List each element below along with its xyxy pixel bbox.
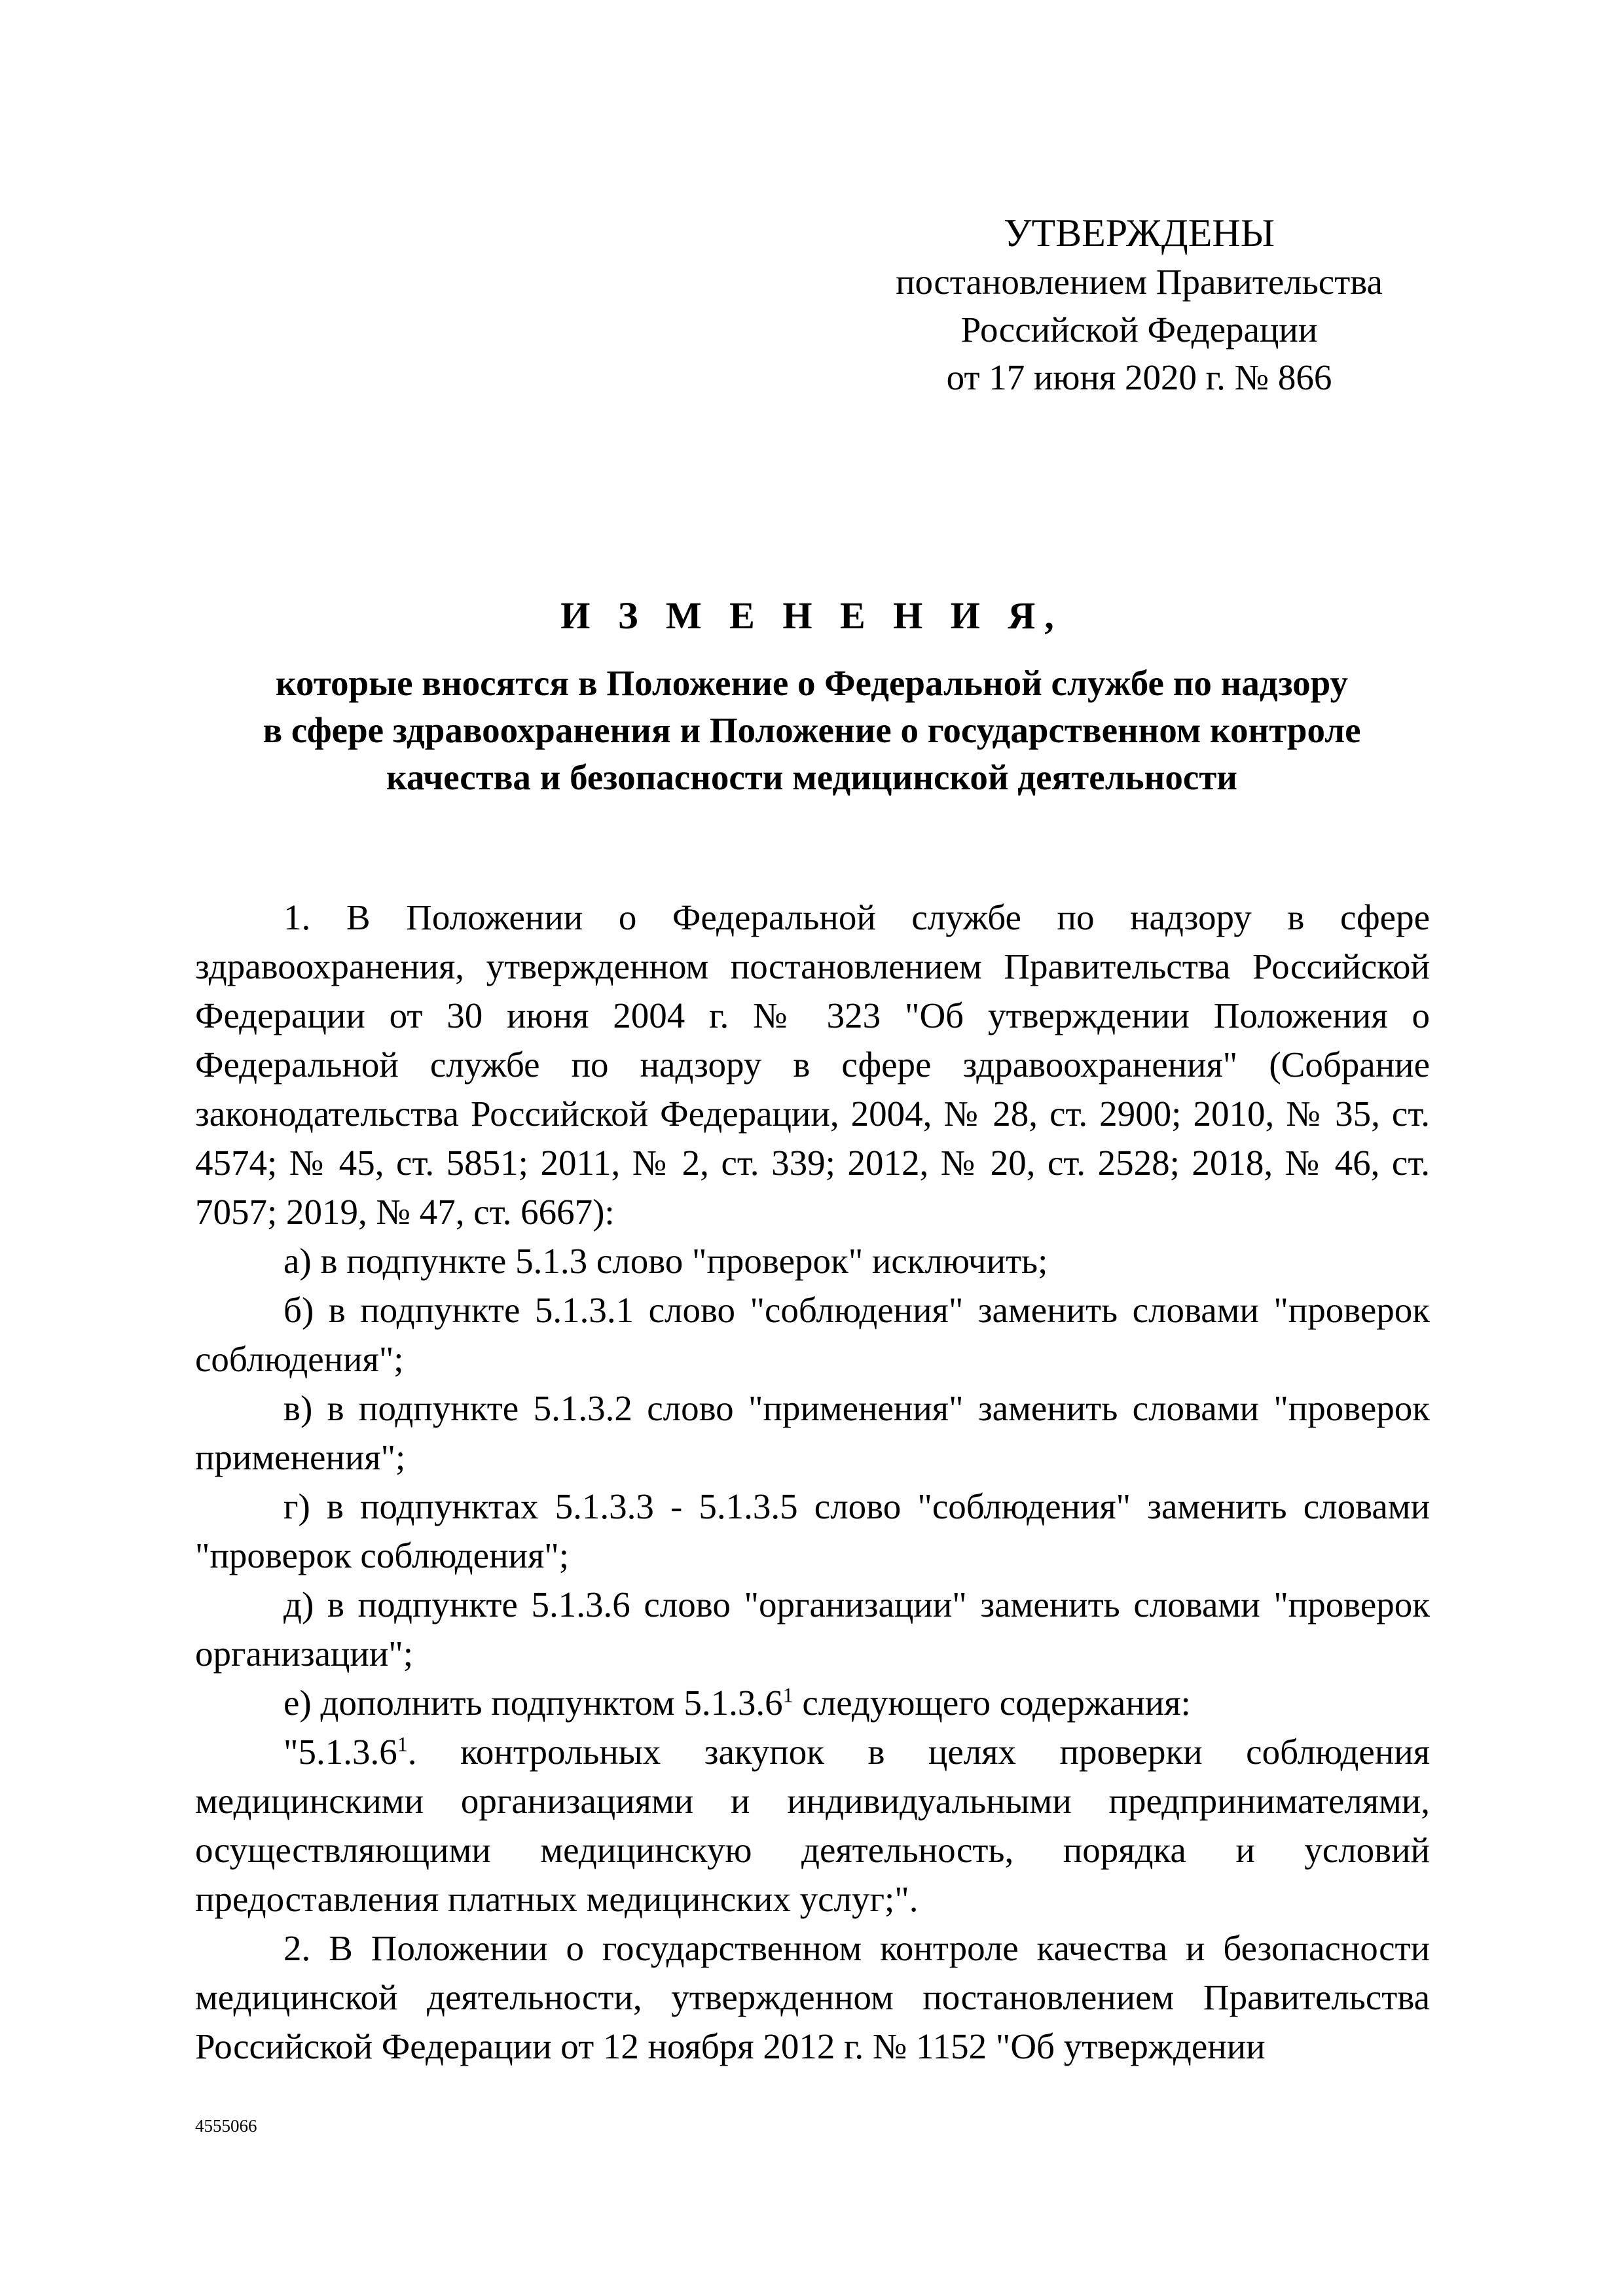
approval-block — [812, 208, 1467, 401]
document-title: И З М Е Н Е Н И Я, — [560, 594, 1063, 637]
item-1e-text-end: следующего содержания: — [793, 1683, 1191, 1723]
paragraph-item-1g: г) в подпунктах 5.1.3.3 - 5.1.3.5 слово "соблюдения" заменить словами "проверок соблюдения"; — [195, 1486, 1430, 1575]
paragraph-item-1v: в) в подпункте 5.1.3.2 слово "применения" заменить словами "проверок применения"; — [195, 1388, 1430, 1477]
paragraph-item-1: 1. В Положении о Федеральной службе по надзору в сфере здравоохранения, утвержденном постановлением Правительства Российской Федерации от 30 июня 2004 г. № 323 "Об утверждении Положения о Федеральной службе по надзору в сфере здравоохранения" (Собрание законодательства Российской Федерации, 2004, № 28, ст. 2900; 2010, № 35, ст. 4574; № 45, ст. 5851; 2011, № 2, ст. 339; 2012, № 20, ст. 2528; 2018, № 46, ст. 7057; 2019, № 47, ст. 6667): — [195, 897, 1430, 1232]
paragraph-item-2: 2. В Положении о государственном контроле качества и безопасности медицинской деятельности, утвержденном постановлением Правительства Российской Федерации от 12 ноября 2012 г. № 1152 "Об утверждении — [195, 1928, 1430, 2066]
item-1e-superscript: 1 — [782, 1683, 793, 1707]
subtitle-line-2: в сфере здравоохранения и Положение о государственном контроле — [263, 710, 1361, 750]
approval-line-2: Российской Федерации — [960, 310, 1318, 350]
paragraph-quote — [195, 1727, 1430, 1924]
approval-line-3: от 17 июня 2020 г. № 866 — [946, 357, 1332, 397]
approval-stamp: УТВЕРЖДЕНЫ — [1003, 211, 1275, 255]
item-1e-text: е) дополнить подпунктом 5.1.3.6 — [283, 1683, 783, 1723]
quote-number: "5.1.3.6 — [283, 1732, 397, 1772]
quote-text: . контрольных закупок в целях проверки соблюдения медицинскими организациями и индивидуальными предпринимателями, осуществляющими медицинскую деятельность, порядка и условий предоставления платных медицинских услуг;". — [195, 1732, 1430, 1919]
paragraph-item-1e — [195, 1678, 1430, 1727]
approval-line-1: постановлением Правительства — [896, 262, 1383, 302]
paragraph-item-1d: д) в подпункте 5.1.3.6 слово "организации" заменить словами "проверок организации"; — [195, 1585, 1430, 1674]
document-body — [195, 893, 1430, 2071]
document-code: 4555066 — [195, 2116, 257, 2136]
paragraph-item-1a: а) в подпункте 5.1.3 слово "проверок" исключить; — [283, 1241, 1048, 1281]
paragraph-item-1b: б) в подпункте 5.1.3.1 слово "соблюдения" заменить словами "проверок соблюдения"; — [195, 1290, 1430, 1379]
subtitle-line-3: качества и безопасности медицинской деятельности — [386, 757, 1237, 797]
subtitle-line-1: которые вносятся в Положение о Федеральной службе по надзору — [276, 663, 1348, 703]
quote-superscript: 1 — [397, 1732, 408, 1756]
document-subtitle — [190, 660, 1434, 801]
